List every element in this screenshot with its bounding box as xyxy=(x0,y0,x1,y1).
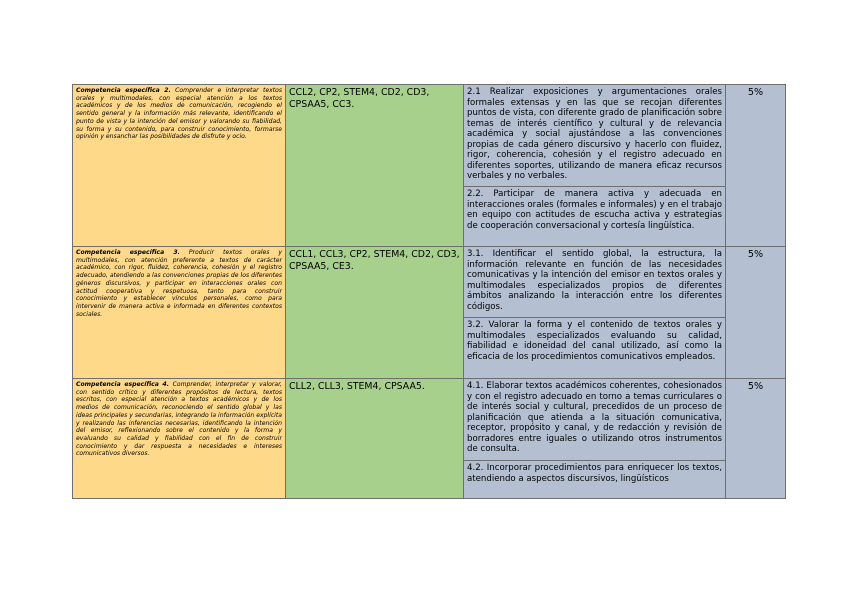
competencia-cell xyxy=(73,85,286,247)
descriptor-codes-cell: CLL2, CLL3, STEM4, CPSAA5. xyxy=(286,379,464,499)
descriptor-codes-cell: CCL2, CP2, STEM4, CD2, CD3, CPSAA5, CC3. xyxy=(286,85,464,247)
competencia-title: Competencia específica 3. xyxy=(76,249,180,256)
competencia-cell xyxy=(73,379,286,499)
criterio-cell: 2.1 Realizar exposiciones y argumentaciones orales formales extensas y en las que se recojan diferentes puntos de vista, con diferente grado de planificación sobre temas de interés científico y cultural y de relevancia académica y social ajustándose a las convenciones propias de cada género discursivo y hacerlo con fluidez, rigor, coherencia, cohesión y el registro adecuado en diferentes soportes, utilizando de manera eficaz recursos verbales y no verbales. xyxy=(464,85,726,187)
criterio-cell: 2.2. Participar de manera activa y adecuada en interacciones orales (formales e informales) y en el trabajo en equipo con actitudes de escucha activa y estrategias de cooperación conversacional y cortesía lingüística. xyxy=(464,187,726,247)
descriptor-codes-cell: CCL1, CCL3, CP2, STEM4, CD2, CD3, CPSAA5, CE3. xyxy=(286,247,464,379)
weight-cell: 5% xyxy=(726,247,786,379)
competencia-text: Producir textos orales y multimodales, con atención preferente a textos de carácter académico, con rigor, fluidez, coherencia, cohesión y el registro adecuado, atendiendo a las convenciones propias de los diferentes géneros discursivos, y participar en interacciones orales con actitud cooperativa y respetuosa, tanto para construir conocimiento y establecer vínculos personales, como para intervenir de manera activa e informada en diferentes contextos sociales. xyxy=(76,249,282,318)
criterio-cell: 3.1. Identificar el sentido global, la estructura, la información relevante en función de las necesidades comunicativas y la intención del emisor en textos orales y multimodales especializados propios de diferentes ámbitos analizando la interacción entre los diferentes códigos. xyxy=(464,247,726,318)
competencia-cell xyxy=(73,247,286,379)
competencia-text: Comprender, interpretar y valorar, con sentido crítico y diferentes propósitos de lectura, textos escritos, con especial atención a textos académicos y de los medios de comunicación, reconociendo el sentido global y las ideas principales y secundarias, integrando la información explícita y realizando las inferencias necesarias, identificando la intención del emisor, reflexionando sobre el contenido y la forma y evaluando su calidad y fiabilidad con el fin de construir conocimiento y dar respuesta a necesidades e intereses comunicativos diversos. xyxy=(76,381,282,458)
table-row xyxy=(73,85,786,187)
competencia-title: Competencia específica 2. xyxy=(76,87,171,94)
competencia-text: Comprender e interpretar textos orales y multimodales, con especial atención a los textos académicos y de los medios de comunicación, recogiendo el sentido general y la información más relevante, identificando el punto de vista y la intención del emisor y valorando su fiabilidad, su forma y su contenido, para construir conocimiento, formarse opinión y ensanchar las posibilidades de disfrute y ocio. xyxy=(76,87,282,141)
criterio-cell: 3.2. Valorar la forma y el contenido de textos orales y multimodales especializados evaluando su calidad, fiabilidad e idoneidad del canal utilizado, así como la eficacia de los procedimientos comunicativos empleados. xyxy=(464,318,726,379)
table-row xyxy=(73,247,786,318)
criterio-cell: 4.1. Elaborar textos académicos coherentes, cohesionados y con el registro adecuado en torno a temas curriculares o de interés social y cultural, precedidos de un proceso de planificación que atienda a la situación comunicativa, receptor, propósito y canal, y de redacción y revisión de borradores entre iguales o utilizando otros instrumentos de consulta. xyxy=(464,379,726,461)
competencia-title: Competencia específica 4. xyxy=(76,381,170,388)
criterio-cell: 4.2. Incorporar procedimientos para enriquecer los textos, atendiendo a aspectos discursivos, lingüísticos xyxy=(464,461,726,499)
weight-cell: 5% xyxy=(726,379,786,499)
weight-cell: 5% xyxy=(726,85,786,247)
table-row xyxy=(73,379,786,461)
competencias-table xyxy=(72,84,786,499)
